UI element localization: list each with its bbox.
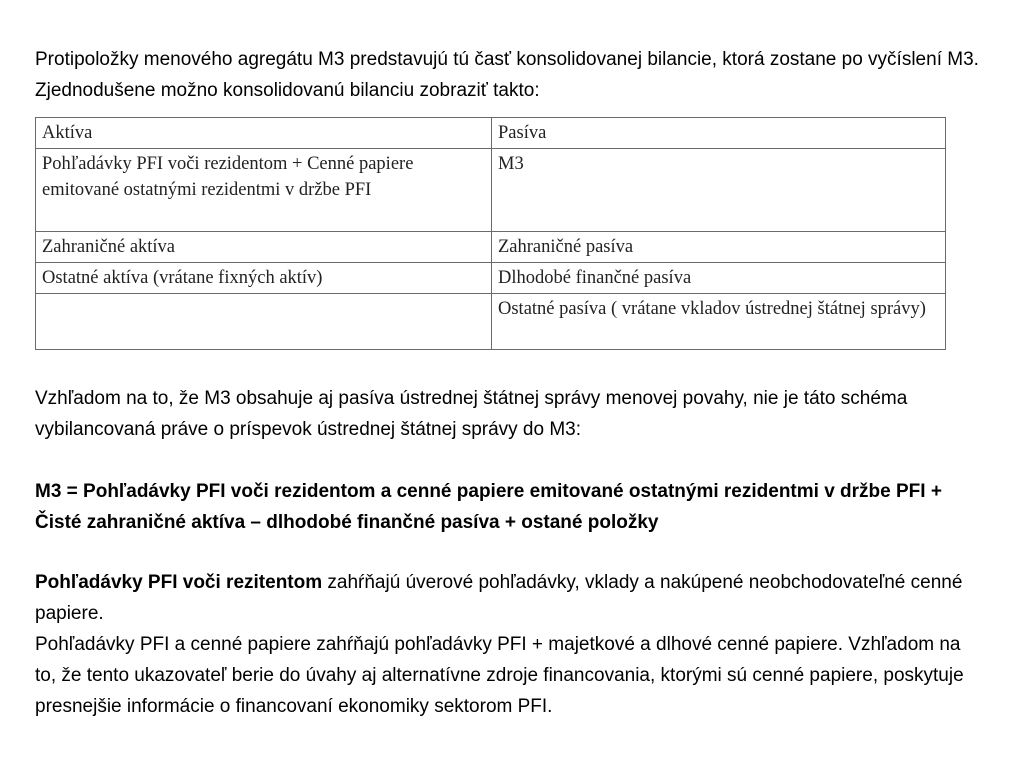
table-row — [36, 263, 946, 294]
header-assets: Aktíva — [36, 118, 492, 149]
cell-liabilities: Zahraničné pasíva — [492, 232, 946, 263]
m3-formula: M3 = Pohľadávky PFI voči rezidentom a cenné papiere emitované ostatnými rezidentmi v držbe PFI + Čisté zahraničné aktíva – dlhodobé finančné pasíva + ostané položky — [35, 481, 942, 533]
cell-liabilities: Dlhodobé finančné pasíva — [492, 263, 946, 294]
claims-definition-paragraph — [35, 567, 985, 629]
balance-table — [35, 117, 946, 350]
header-liabilities: Pasíva — [492, 118, 946, 149]
table-row — [36, 294, 946, 350]
claims-securities-paragraph: Pohľadávky PFI a cenné papiere zahŕňajú pohľadávky PFI + majetkové a dlhové cenné papiere. Vzhľadom na to, že tento ukazovateľ berie do úvahy aj alternatívne zdroje financovania, ktorými sú cenné papiere, poskytuje presnejšie informácie o financovaní ekonomiky sektorom PFI. — [35, 634, 964, 717]
intro-paragraph: Protipoložky menového agregátu M3 predstavujú tú časť konsolidovanej bilancie, ktorá zostane po vyčíslení M3. Zjednodušene možno konsolidovanú bilanciu zobraziť takto: — [35, 49, 979, 101]
cell-assets: Zahraničné aktíva — [36, 232, 492, 263]
imbalance-paragraph: Vzhľadom na to, že M3 obsahuje aj pasíva ústrednej štátnej správy menovej povahy, nie je táto schéma vybilancovaná práve o príspevok ústrednej štátnej správy do M3: — [35, 388, 908, 440]
table-row — [36, 232, 946, 263]
cell-liabilities: M3 — [492, 149, 946, 232]
table-header-row — [36, 118, 946, 149]
claims-definition: zahŕňajú úverové pohľadávky, vklady a nakúpené neobchodovateľné cenné papiere. — [35, 572, 963, 624]
claims-term: Pohľadávky PFI voči rezitentom — [35, 572, 323, 593]
cell-liabilities: Ostatné pasíva ( vrátane vkladov ústrednej štátnej správy) — [492, 294, 946, 350]
cell-assets: Pohľadávky PFI voči rezidentom + Cenné papiere emitované ostatnými rezidentmi v držbe PFI — [36, 149, 492, 232]
cell-assets: Ostatné aktíva (vrátane fixných aktív) — [36, 263, 492, 294]
table-row — [36, 149, 946, 232]
cell-assets — [36, 294, 492, 350]
